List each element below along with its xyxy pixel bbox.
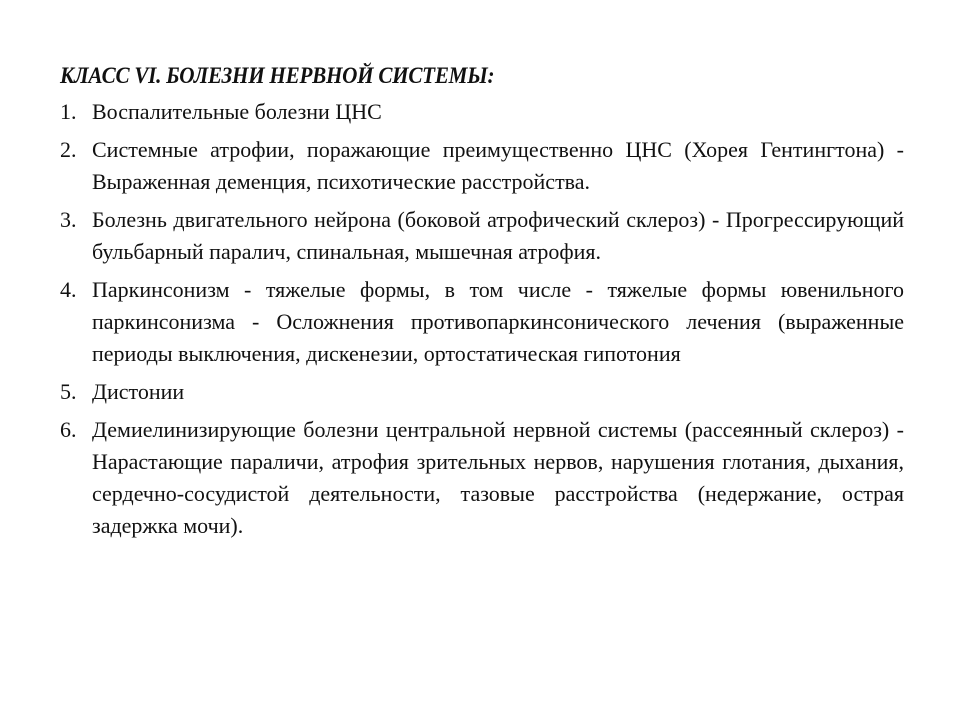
list-item [60,274,904,370]
list-item-text: Системные атрофии, поражающие преимущественно ЦНС (Хорея Гентингтона) - Выраженная деменция, психотические расстройства. [92,137,904,194]
list-item-text: Воспалительные болезни ЦНС [92,99,382,124]
list-item-number: 4. [60,277,77,302]
slide-content [60,60,904,548]
list-item [60,96,904,128]
list-item-text: Демиелинизирующие болезни центральной нервной системы (рассеянный склероз) - Нарастающие параличи, атрофия зрительных нервов, нарушения глотания, дыхания, сердечно-сосудистой деятельности, тазовые расстройства (недержание, острая задержка мочи). [92,417,904,538]
list-item-number: 5. [60,379,77,404]
list-item-text: Паркинсонизм - тяжелые формы, в том числе - тяжелые формы ювенильного паркинсонизма - Осложнения противопаркинсонического лечения (выраженные периоды выключения, дискенезии, ортостатическая гипотония [92,277,904,366]
list-item [60,414,904,542]
list-item [60,376,904,408]
list-item-number: 1. [60,99,77,124]
list-item-number: 2. [60,137,77,162]
list-item-number: 6. [60,417,77,442]
list-item-text: Дистонии [92,379,185,404]
list-item-text: Болезнь двигательного нейрона (боковой атрофический склероз) - Прогрессирующий бульбарный паралич, спинальная, мышечная атрофия. [92,207,904,264]
list-item-number: 3. [60,207,77,232]
slide-title: КЛАСС VI. БОЛЕЗНИ НЕРВНОЙ СИСТЕМЫ: [60,63,495,88]
list-item [60,134,904,198]
disease-list [60,96,904,542]
list-item [60,204,904,268]
